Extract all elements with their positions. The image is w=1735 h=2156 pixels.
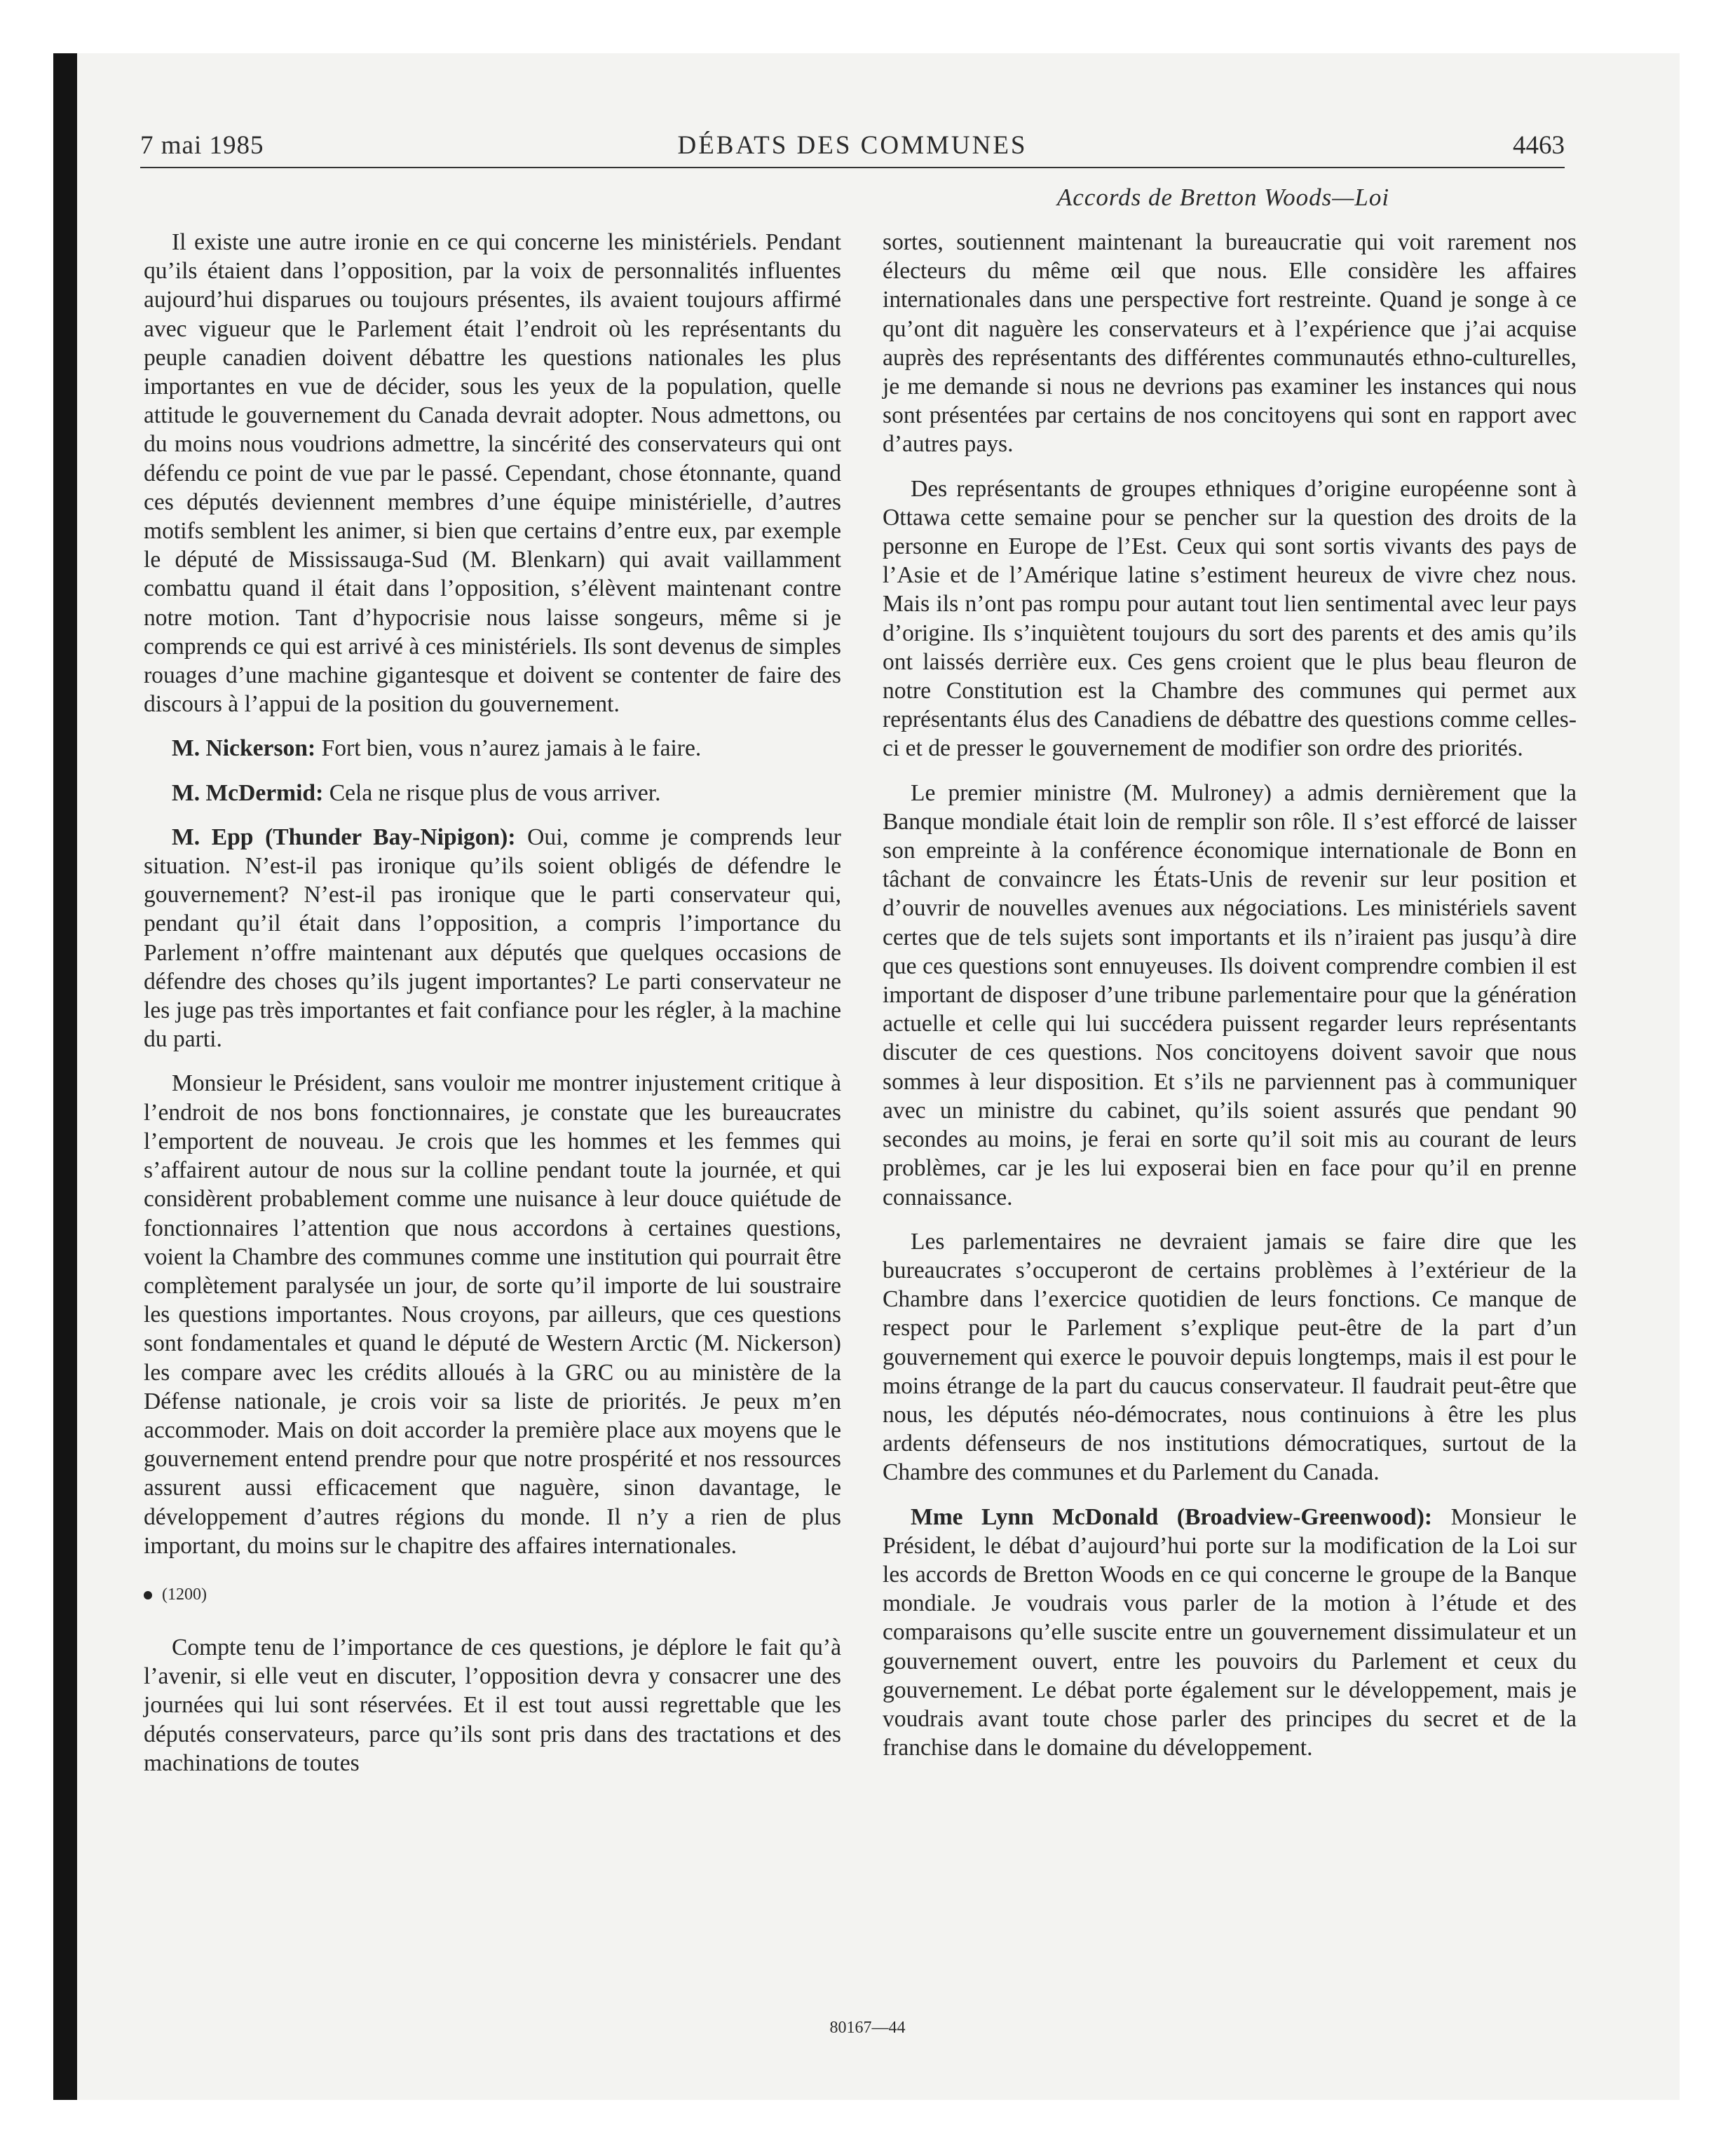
printer-code: 80167—44 (829, 2019, 906, 2037)
intervention-mcdonald (883, 1503, 1577, 1763)
paragraph-ironie: Il existe une autre ironie en ce qui concerne les ministériels. Pendant qu’ils étaient dans l’opposition, par la voix de personnalités influentes aujourd’hui disparues ou toujours présentes, ils avaient toujours affirmé avec vigueur que le Parlement était l’endroit où les représentants du peuple canadien doivent débattre les questions nationales les plus importantes en vue de décider, sous les yeux de la population, quelle attitude le gouvernement du Canada devrait adopter. Nous admettons, ou du moins nous voudrions admettre, la sincérité des conservateurs qui ont défendu ce point de vue par le passé. Cependant, chose étonnante, quand ces députés deviennent membres d’une équipe ministérielle, d’autres motifs semblent les animer, si bien que certains d’entre eux, par exemple le député de Mississauga-Sud (M. Blenkarn) qui avait vaillamment combattu quand il était dans l’opposition, s’élèvent maintenant contre notre motion. Tant d’hypocrisie nous laisse songeurs, même si je comprends ce qui est arrivé à ces ministériels. Ils sont devenus de simples rouages d’une machine gigantesque et doivent se contenter de faire des discours à l’appui de la position du gouvernement. (144, 229, 841, 718)
paragraph-groupes-ethniques: Des représentants de groupes ethniques d’origine européenne sont à Ottawa cette semaine pour se pencher sur la question des droits de la personne en Europe de l’Est. Ceux qui sont sortis vivants des pays de l’Asie et de l’Amérique latine s’estiment heureux de vivre chez nous. Mais ils n’ont pas rompu pour autant tout lien sentimental avec leur pays d’origine. Ils s’inquiètent toujours du sort des parents et des amis qu’ils ont laissés derrière eux. Ces gens croient que le plus beau fleuron de notre Constitution est la Chambre des communes qui permet aux représentants élus des Canadiens de débattre des questions comme celles-ci et de presser le gouvernement de modifier son ordre des priorités. (883, 475, 1577, 762)
left-column (144, 228, 841, 1793)
header-journal-title: DÉBATS DES COMMUNES (677, 131, 1028, 160)
header-page-number: 4463 (1513, 131, 1565, 160)
intervention-epp (144, 823, 841, 1054)
speech-text: Oui, comme je comprends leur situation. N’est-il pas ironique qu’ils soient obligés de défendre le gouvernement? N’est-il pas ironique que le parti conservateur qui, pendant qu’il était dans l’opposition, a compris l’importance du Parlement n’offre maintenant aux députés que quelques occasions de défendre des choses qu’ils jugent importantes? Le parti conservateur ne les juge pas très importantes et fait confiance pour les régler, à la machine du parti. (144, 824, 841, 1053)
speaker-name: M. Nickerson: (172, 735, 316, 762)
binding-shadow (53, 53, 77, 2100)
speaker-name: Mme Lynn McDonald (Broadview-Greenwood): (911, 1503, 1433, 1530)
paragraph-premier-ministre: Le premier ministre (M. Mulroney) a admis dernièrement que la Banque mondiale était loin de remplir son rôle. Il s’est efforcé de laisser son empreinte à la conférence économique internationale de Bonn en tâchant de convaincre les États-Unis de revenir sur leur position et d’ouvrir de nouvelles avenues aux négociations. Les ministériels savent certes que de tels sujets sont importants et ils n’iraient pas jusqu’à dire que ces questions sont ennuyeuses. Ils doivent comprendre combien il est important de disposer d’une tribune parlementaire pour que la génération actuelle et celle qui lui succédera puissent regarder leurs représentants discuter de ces questions. Nos concitoyens doivent savoir que nous sommes à leur disposition. Et s’ils ne parviennent pas à communiquer avec un ministre du cabinet, qu’ils soient assurés que pendant 90 secondes au moins, je ferai en sorte qu’il soit mis au courant de leurs problèmes, car je les lui exposerai bien en face pour qu’il en prenne connaissance. (883, 779, 1577, 1210)
intervention-nickerson (144, 734, 841, 763)
time-marker-text: (1200) (162, 1585, 207, 1604)
paragraph-continued: sortes, soutiennent maintenant la bureaucratie qui voit rarement nos électeurs du même œil que nous. Elle considère les affaires internationales dans une perspective fort restreinte. Quand je songe à ce qu’ont dit naguère les conservateurs et à l’expérience que j’ai acquise auprès des représentants des différentes communautés ethno-culturelles, je me demande si nous ne devrions pas examiner les instances qui nous sont présentées par certains de nos concitoyens qui sont en rapport avec d’autres pays. (883, 229, 1577, 458)
time-marker (144, 1584, 841, 1605)
header-date: 7 mai 1985 (140, 131, 264, 160)
right-column (883, 228, 1577, 1778)
bullet-dot (144, 1591, 152, 1599)
paragraph-president: Monsieur le Président, sans vouloir me montrer injustement critique à l’endroit de nos bons fonctionnaires, je constate que les bureaucrates l’emportent de nouveau. Je crois que les hommes et les femmes qui s’affairent autour de nous sur la colline pendant toute la journée, et qui considèrent probablement comme une nuisance à leur douce quiétude de fonctionnaires l’attention que nous accordons à certaines questions, voient la Chambre des communes comme une institution qui pourrait être complètement paralysée un jour, de sorte qu’il importe de lui soustraire les questions importantes. Nous croyons, par ailleurs, que ces questions sont fondamentales et quand le député de Western Arctic (M. Nickerson) les compare avec les crédits alloués à la GRC ou au ministère de la Défense nationale, je crois voir sa liste de priorités. Je peux m’en accommoder. Mais on doit accorder la première place aux moyens que le gouvernement entend prendre pour que notre prospérité et nos ressources assurent aussi efficacement que naguère, sinon davantage, le développement d’autres régions du monde. Il n’y a rien de plus important, du moins sur le chapitre des affaires internationales. (144, 1070, 841, 1559)
speech-text: Monsieur le Président, le débat d’aujourd’hui porte sur la modification de la Loi sur les accords de Bretton Woods en ce qui concerne le groupe de la Banque mondiale. Je voudrais vous parler de la motion à l’étude et des comparaisons qu’elle suscite entre un gouvernement dissimulateur et un gouvernement ouvert, entre les pouvoirs du Parlement et ceux du gouvernement. Le débat porte également sur le développement, mais je voudrais avant toute chose parler des principes du secret et de la franchise dans le domaine du développement. (883, 1503, 1577, 1761)
speaker-name: M. Epp (Thunder Bay-Nipigon): (172, 824, 516, 850)
section-title: Accords de Bretton Woods—Loi (1056, 184, 1390, 211)
speech-text: Cela ne risque plus de vous arriver. (323, 779, 661, 806)
paragraph-compte-tenu: Compte tenu de l’importance de ces questions, je déplore le fait qu’à l’avenir, si elle veut en discuter, l’opposition devra y consacrer une des journées qui lui sont réservées. Et il est tout aussi regrettable que les députés conservateurs, parce qu’ils sont pris dans des tractations et des machinations de toutes (144, 1634, 841, 1776)
intervention-mcdermid (144, 779, 841, 807)
paragraph-parlementaires: Les parlementaires ne devraient jamais se faire dire que les bureaucrates s’occuperont de certains problèmes à l’extérieur de la Chambre dans l’exercice quotidien de leurs fonctions. Ce manque de respect pour le Parlement s’explique peut-être de la part d’un gouvernement qui exerce le pouvoir depuis longtemps, mais il est pour le moins étrange de la part du caucus conservateur. Il faudrait peut-être que nous, les députés néo-démocrates, nous continuions à être les plus ardents défenseurs de nos institutions démocratiques, surtout de la Chambre des communes et du Parlement du Canada. (883, 1228, 1577, 1486)
speaker-name: M. McDermid: (172, 779, 324, 806)
speech-text: Fort bien, vous n’aurez jamais à le faire. (315, 735, 702, 762)
running-header (140, 128, 1565, 168)
